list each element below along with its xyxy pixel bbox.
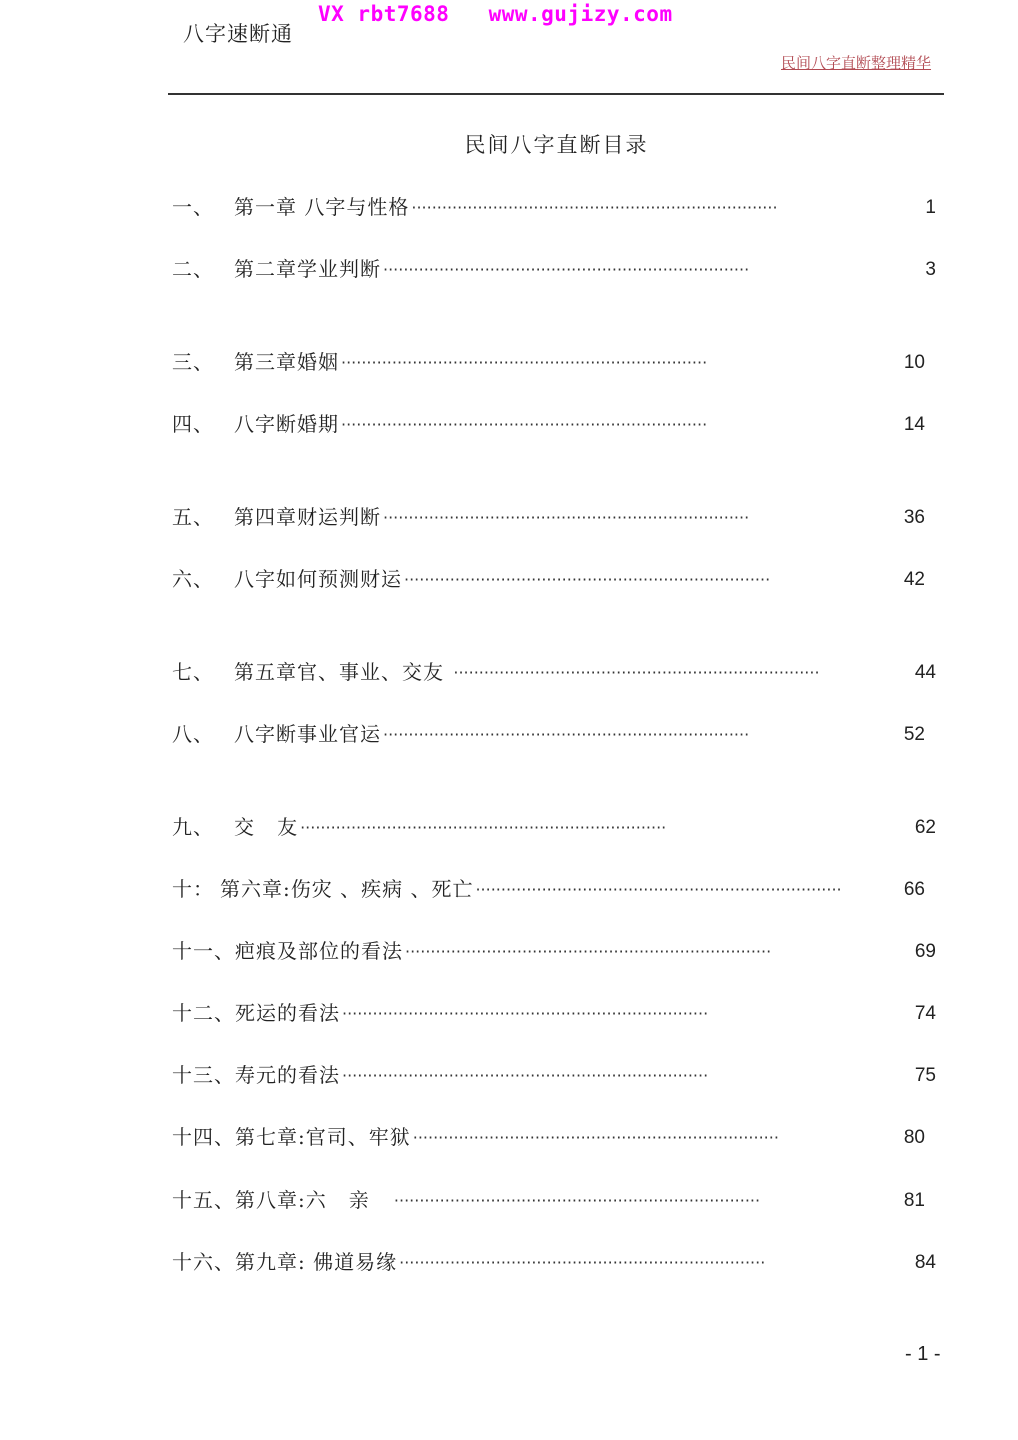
toc-entry-label: 第二章学业判断	[234, 257, 381, 281]
page-number: - 1 -	[905, 1343, 941, 1365]
toc-entry-number: 三、	[172, 350, 214, 374]
toc-entry-label: 第九章: 佛道易缘	[235, 1250, 398, 1274]
toc-entry[interactable]	[172, 190, 936, 220]
toc-entry[interactable]	[172, 252, 936, 282]
toc-entry[interactable]	[172, 562, 925, 592]
toc-entry-page: 42	[903, 569, 925, 590]
toc-entry-page: 3	[925, 259, 936, 280]
toc-entry[interactable]	[172, 872, 925, 902]
toc-leader-dots: ········································································	[342, 1066, 709, 1085]
toc-entry[interactable]	[172, 1120, 925, 1150]
watermark-site: www.gujizy.com	[488, 2, 673, 26]
toc-entry-label: 八字如何预测财运	[234, 567, 402, 591]
toc-leader-dots: ········································································	[393, 1191, 761, 1210]
header-left-title: 八字速断通	[183, 22, 293, 46]
toc-entry-label: 第五章官、事业、交友	[234, 660, 452, 684]
toc-entry-number: 十五、	[172, 1188, 235, 1212]
toc-entry[interactable]	[172, 655, 936, 685]
toc-entry-page: 69	[914, 941, 936, 962]
toc-entry-number: 六、	[172, 567, 214, 591]
toc-entry-page: 66	[903, 879, 925, 900]
toc-title: 民间八字直断目录	[464, 133, 649, 157]
toc-entry-number: 十六、	[172, 1250, 235, 1274]
toc-entry-page: 10	[903, 352, 925, 373]
toc-entry-label: 第八章:六 亲	[235, 1188, 392, 1212]
toc-entry-page: 52	[903, 724, 925, 745]
toc-entry[interactable]	[172, 996, 936, 1026]
watermark	[318, 2, 699, 26]
toc-entry-page: 81	[903, 1190, 925, 1211]
toc-leader-dots: ········································································	[453, 663, 820, 682]
toc-entry-number: 十：	[172, 877, 214, 901]
toc-entry-page: 75	[914, 1065, 936, 1086]
toc-entry-page: 36	[903, 507, 925, 528]
toc-entry-page: 80	[903, 1127, 925, 1148]
toc-entry-label: 八字断婚期	[234, 412, 339, 436]
toc-leader-dots: ········································································	[341, 415, 708, 434]
header-right-title: 民间八字直断整理精华	[781, 54, 932, 72]
toc-entry-page: 14	[903, 414, 925, 435]
toc-entry-number: 十二、	[172, 1001, 235, 1025]
toc-entry-page: 1	[925, 197, 936, 218]
toc-leader-dots: ········································································	[383, 725, 750, 744]
toc-leader-dots: ········································································	[405, 942, 772, 961]
header-divider	[168, 93, 944, 95]
toc-entry-page: 74	[914, 1003, 936, 1024]
toc-entry-label: 第一章 八字与性格	[234, 195, 410, 219]
toc-leader-dots: ········································································	[475, 880, 842, 899]
toc-entry-label: 交 友	[234, 815, 299, 839]
toc-entry-number: 四、	[172, 412, 214, 436]
toc-entry[interactable]	[172, 345, 925, 375]
toc-entry-page: 62	[914, 817, 936, 838]
toc-entry-number: 二、	[172, 257, 214, 281]
toc-entry-page: 84	[914, 1252, 936, 1273]
toc-entry-number: 一、	[172, 195, 214, 219]
toc-entry-label: 第七章:官司、牢狱	[235, 1125, 411, 1149]
toc-entry[interactable]	[172, 717, 925, 747]
toc-leader-dots: ········································································	[412, 1128, 779, 1147]
toc-leader-dots: ········································································	[342, 1004, 709, 1023]
toc-entry-number: 九、	[172, 815, 214, 839]
toc-entry[interactable]	[172, 407, 925, 437]
toc-entry[interactable]	[172, 1183, 925, 1213]
toc-entry[interactable]	[172, 500, 925, 530]
toc-entry-label: 疤痕及部位的看法	[235, 939, 403, 963]
toc-entry-label: 寿元的看法	[235, 1063, 340, 1087]
toc-entry-number: 十一、	[172, 939, 235, 963]
toc-leader-dots: ········································································	[300, 818, 667, 837]
toc-entry-label: 第四章财运判断	[234, 505, 381, 529]
watermark-vx: VX rbt7688	[318, 2, 450, 26]
toc-entry-label: 死运的看法	[235, 1001, 340, 1025]
toc-leader-dots: ········································································	[399, 1253, 766, 1272]
toc-entry[interactable]	[172, 1245, 936, 1275]
toc-entry[interactable]	[172, 1058, 936, 1088]
toc-entry-number: 五、	[172, 505, 214, 529]
toc-entry-number: 八、	[172, 722, 214, 746]
toc-leader-dots: ········································································	[411, 198, 778, 217]
toc-entry-number: 七、	[172, 660, 214, 684]
toc-entry-number: 十四、	[172, 1125, 235, 1149]
toc-leader-dots: ········································································	[383, 260, 750, 279]
toc-leader-dots: ········································································	[404, 570, 771, 589]
toc-entry[interactable]	[172, 934, 936, 964]
toc-entry[interactable]	[172, 810, 936, 840]
toc-leader-dots: ········································································	[383, 508, 750, 527]
toc-entry-number: 十三、	[172, 1063, 235, 1087]
toc-entry-label: 八字断事业官运	[234, 722, 381, 746]
toc-leader-dots: ········································································	[341, 353, 708, 372]
toc-entry-page: 44	[914, 662, 936, 683]
toc-entry-label: 第三章婚姻	[234, 350, 339, 374]
toc-entry-label: 第六章:伤灾 、疾病 、死亡	[220, 877, 474, 901]
